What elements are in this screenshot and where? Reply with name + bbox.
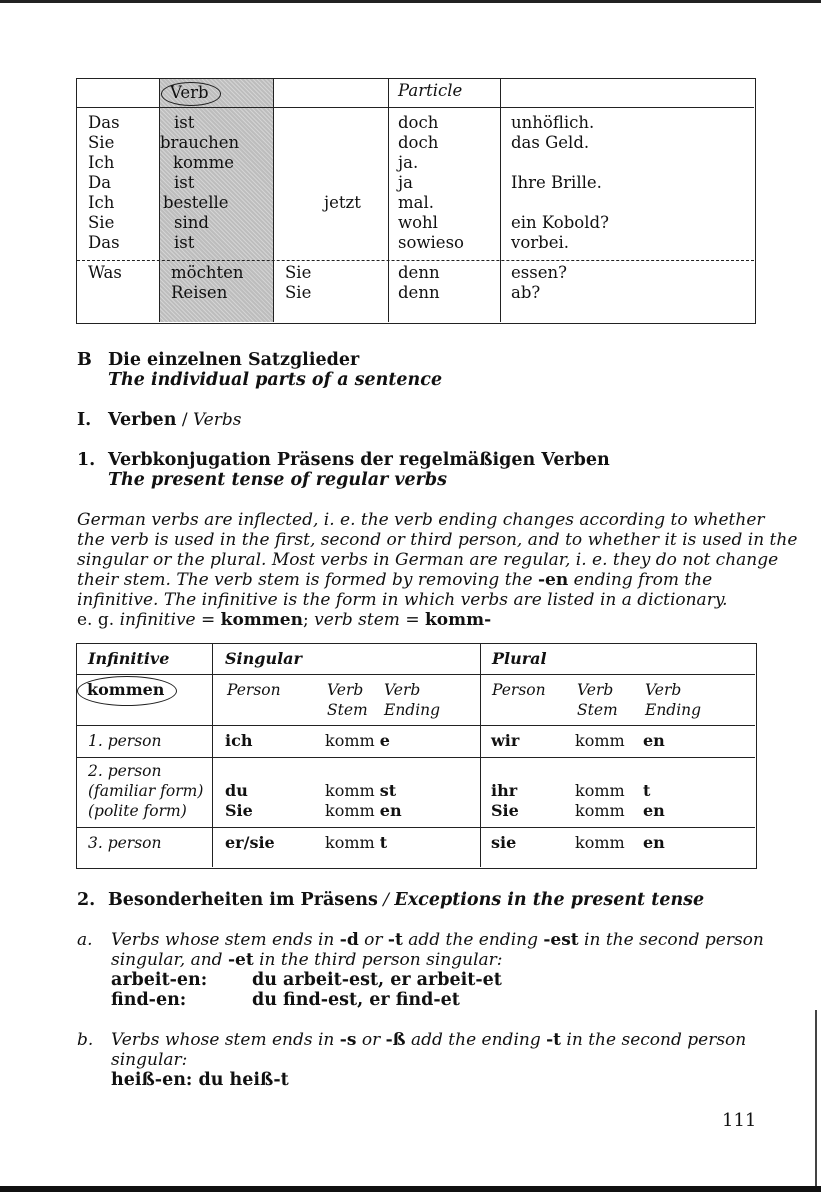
row-label: 3. person bbox=[88, 834, 162, 852]
col-ending: Ending bbox=[384, 701, 441, 719]
table-header-divider bbox=[77, 107, 754, 108]
row-end: ein Kobold? bbox=[511, 213, 609, 232]
row-particle: ja bbox=[398, 173, 413, 192]
example-value: heiß-en: du heiß-t bbox=[111, 1070, 289, 1090]
item-a-line-1: Verbs whose stem ends in -d or -t add the ending -est in the second person bbox=[111, 930, 764, 950]
item-a-line-2: singular, and -et in the third person singular: bbox=[111, 950, 503, 970]
row-divider bbox=[77, 674, 755, 675]
stem: komm bbox=[575, 781, 625, 800]
header-plural: Plural bbox=[492, 649, 547, 668]
section-b-title-en: The individual parts of a sentence bbox=[108, 370, 443, 390]
row-verb: sind bbox=[174, 213, 209, 232]
page-top-edge bbox=[0, 0, 821, 3]
question-particle: denn bbox=[398, 263, 440, 282]
page-number: 111 bbox=[722, 1110, 757, 1131]
col-person: Person bbox=[492, 681, 546, 699]
row-label: 1. person bbox=[88, 732, 162, 750]
row-particle: ja. bbox=[398, 153, 419, 172]
end-column-divider bbox=[500, 79, 501, 322]
col-verb: Verb bbox=[645, 681, 682, 699]
row-subject: Das bbox=[88, 113, 120, 132]
question-subject: Was bbox=[88, 263, 122, 282]
stem: komm en bbox=[325, 801, 402, 820]
row-verb: ist bbox=[174, 173, 195, 192]
item-a-letter: a. bbox=[77, 930, 93, 950]
section-i-title: Verben / Verbs bbox=[108, 410, 242, 430]
row-middle: jetzt bbox=[324, 193, 361, 212]
row-label-familiar: (familiar form) bbox=[88, 782, 204, 800]
section-2-number: 2. bbox=[77, 890, 96, 910]
col-verb: Verb bbox=[327, 681, 364, 699]
intro-line-3: singular or the plural. Most verbs in German are regular, i. e. they do not change bbox=[77, 550, 779, 570]
intro-line-2: the verb is used in the first, second or third person, and to whether it is used in the bbox=[77, 530, 798, 550]
col-stem: Stem bbox=[327, 701, 368, 719]
col-person: Person bbox=[227, 681, 281, 699]
pronoun: ich bbox=[225, 731, 253, 750]
col-verb: Verb bbox=[577, 681, 614, 699]
stem: komm bbox=[575, 833, 625, 852]
item-b-line-1: Verbs whose stem ends in -s or -ß add the ending -t in the second person bbox=[111, 1030, 747, 1050]
section-b-letter: B bbox=[77, 350, 92, 370]
pronoun: wir bbox=[491, 731, 520, 750]
stem: komm bbox=[575, 731, 625, 750]
intro-line-5: infinitive. The infinitive is the form in which verbs are listed in a dictionary. bbox=[77, 590, 728, 610]
item-b-letter: b. bbox=[77, 1030, 94, 1050]
stem: komm st bbox=[325, 781, 397, 800]
col-verb: Verb bbox=[384, 681, 421, 699]
ending: en bbox=[643, 801, 665, 820]
row-particle: sowieso bbox=[398, 233, 464, 252]
row-subject: Da bbox=[88, 173, 112, 192]
example-value: du find-est, er find-et bbox=[252, 990, 460, 1010]
question-particle: denn bbox=[398, 283, 440, 302]
header-infinitive: Infinitive bbox=[88, 649, 170, 668]
column-divider bbox=[212, 644, 213, 867]
row-verb: brauchen bbox=[160, 133, 240, 152]
row-subject: Ich bbox=[88, 153, 115, 172]
section-1-title-en: The present tense of regular verbs bbox=[108, 470, 447, 490]
pronoun: Sie bbox=[491, 801, 519, 820]
row-verb: ist bbox=[174, 113, 195, 132]
section-b-title-de: Die einzelnen Satzglieder bbox=[108, 350, 360, 370]
pronoun: ihr bbox=[491, 781, 518, 800]
row-particle: doch bbox=[398, 133, 439, 152]
ending: t bbox=[643, 781, 651, 800]
stem: komm bbox=[575, 801, 625, 820]
pronoun: Sie bbox=[225, 801, 253, 820]
stem: komm e bbox=[325, 731, 390, 750]
question-end: ab? bbox=[511, 283, 541, 302]
item-b-line-2: singular: bbox=[111, 1050, 188, 1070]
question-verb: möchten bbox=[171, 263, 244, 282]
infinitive-kommen: kommen bbox=[87, 680, 165, 699]
section-1-number: 1. bbox=[77, 450, 96, 470]
column-divider bbox=[480, 644, 481, 867]
intro-line-1: German verbs are inflected, i. e. the verb ending changes according to whether bbox=[77, 510, 765, 530]
row-end: Ihre Brille. bbox=[511, 173, 602, 192]
row-end: vorbei. bbox=[511, 233, 569, 252]
particle-column-divider bbox=[388, 79, 389, 322]
header-singular: Singular bbox=[225, 649, 302, 668]
row-divider bbox=[77, 757, 755, 758]
row-verb: komme bbox=[173, 153, 234, 172]
row-particle: mal. bbox=[398, 193, 435, 212]
question-middle: Sie bbox=[285, 283, 312, 302]
row-end: das Geld. bbox=[511, 133, 590, 152]
page-right-edge bbox=[815, 1010, 817, 1186]
intro-line-4: their stem. The verb stem is formed by removing the -en ending from the bbox=[77, 570, 713, 590]
row-label: 2. person bbox=[88, 762, 162, 780]
row-subject: Das bbox=[88, 233, 120, 252]
ending: en bbox=[643, 833, 665, 852]
example-value: du arbeit-est, er arbeit-et bbox=[252, 970, 502, 990]
row-label-polite: (polite form) bbox=[88, 802, 187, 820]
conjugation-table bbox=[76, 643, 757, 869]
row-subject: Ich bbox=[88, 193, 115, 212]
example-label: arbeit-en: bbox=[111, 970, 208, 990]
pronoun: er/sie bbox=[225, 833, 275, 852]
question-end: essen? bbox=[511, 263, 567, 282]
header-verb: Verb bbox=[170, 83, 209, 102]
row-subject: Sie bbox=[88, 133, 115, 152]
intro-example: e. g. infinitive = kommen; verb stem = komm- bbox=[77, 610, 492, 630]
row-divider bbox=[77, 827, 755, 828]
question-verb: Reisen bbox=[171, 283, 228, 302]
ending: en bbox=[643, 731, 665, 750]
stem: komm t bbox=[325, 833, 388, 852]
row-verb: bestelle bbox=[163, 193, 229, 212]
row-verb: ist bbox=[174, 233, 195, 252]
section-1-title-de: Verbkonjugation Präsens der regelmäßigen Verben bbox=[108, 450, 610, 470]
row-end: unhöflich. bbox=[511, 113, 595, 132]
row-subject: Sie bbox=[88, 213, 115, 232]
question-row-divider bbox=[77, 260, 754, 261]
example-label: find-en: bbox=[111, 990, 187, 1010]
pronoun: du bbox=[225, 781, 248, 800]
pronoun: sie bbox=[491, 833, 517, 852]
section-i-number: I. bbox=[77, 410, 92, 430]
col-ending: Ending bbox=[645, 701, 702, 719]
question-middle: Sie bbox=[285, 263, 312, 282]
row-particle: doch bbox=[398, 113, 439, 132]
col-stem: Stem bbox=[577, 701, 618, 719]
page-bottom-edge bbox=[0, 1186, 821, 1192]
row-particle: wohl bbox=[398, 213, 438, 232]
sentence-structure-table bbox=[76, 78, 756, 324]
section-2-title: Besonderheiten im Präsens / Exceptions in the present tense bbox=[108, 890, 705, 910]
row-divider bbox=[77, 725, 755, 726]
header-particle: Particle bbox=[398, 81, 463, 100]
